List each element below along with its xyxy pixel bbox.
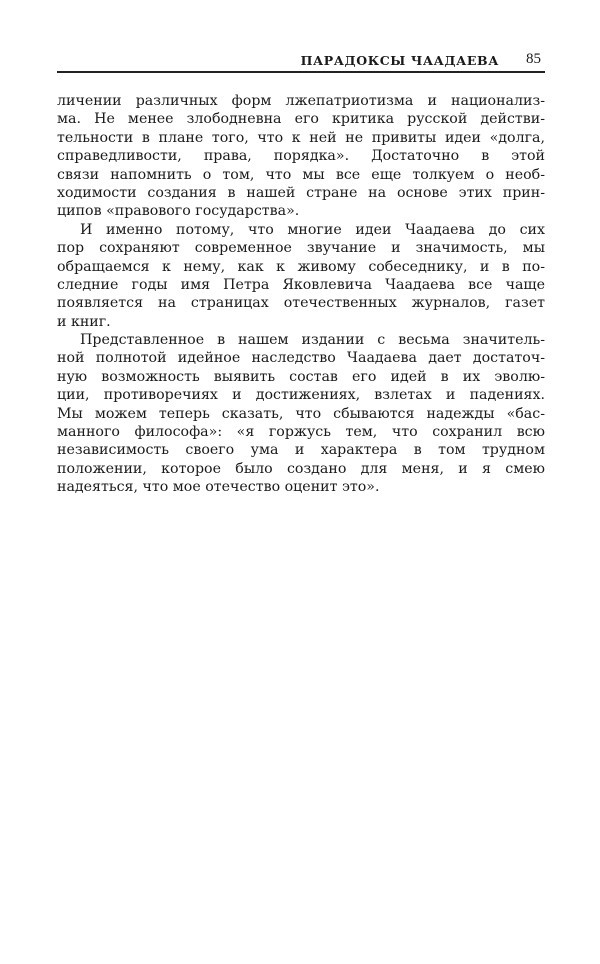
text-line: тельности в плане того, что к ней не привиты идеи «долга,	[57, 129, 545, 146]
text-line: положении, которое было создано для меня, и я смею	[57, 460, 545, 477]
paragraph	[57, 92, 545, 221]
running-title: ПАРАДОКСЫ ЧААДАЕВА	[300, 53, 499, 68]
text-line: следние годы имя Петра Яковлевича Чаадаева все чаще	[57, 276, 545, 293]
text-line: ходимости создания в нашей стране на основе этих прин-	[57, 184, 545, 201]
text-line: личении различных форм лжепатриотизма и национализ-	[57, 93, 545, 109]
header-rule	[57, 71, 545, 73]
body-text	[57, 92, 545, 497]
text-line: манного философа»: «я горжусь тем, что сохранил всю	[57, 424, 545, 441]
text-line: ципов «правового государства».	[57, 203, 300, 220]
text-line: Мы можем теперь сказать, что сбываются надежды «бас-	[57, 405, 545, 422]
paragraph	[57, 221, 545, 331]
text-line: ную возможность выявить состав его идей в их эволю-	[57, 368, 545, 385]
text-line: ма. Не менее злободневна его критика русской действи-	[57, 111, 545, 128]
text-line: Представленное в нашем издании с весьма значитель-	[80, 332, 545, 349]
page-number: 85	[526, 51, 541, 67]
text-line: справедливости, права, порядка». Достаточно в этой	[57, 148, 545, 165]
text-line: связи напомнить о том, что мы все еще толкуем о необ-	[57, 166, 545, 183]
text-line: надеяться, что мое отечество оценит это».	[57, 479, 380, 496]
text-line: появляется на страницах отечественных журналов, газет	[57, 295, 545, 312]
text-line: пор сохраняют современное звучание и значимость, мы	[57, 240, 545, 257]
text-line: ной полнотой идейное наследство Чаадаева дает достаточ-	[57, 350, 545, 367]
paragraph	[57, 331, 545, 497]
text-line: и книг.	[57, 313, 111, 330]
text-line: независимость своего ума и характера в том трудном	[57, 442, 545, 459]
text-line: ции, противоречиях и достижениях, взлетах и падениях.	[57, 387, 545, 404]
text-line: обращаемся к нему, как к живому собеседнику, и в по-	[57, 258, 545, 275]
text-line: И именно потому, что многие идеи Чаадаева до сих	[80, 221, 545, 238]
running-header	[57, 51, 545, 71]
